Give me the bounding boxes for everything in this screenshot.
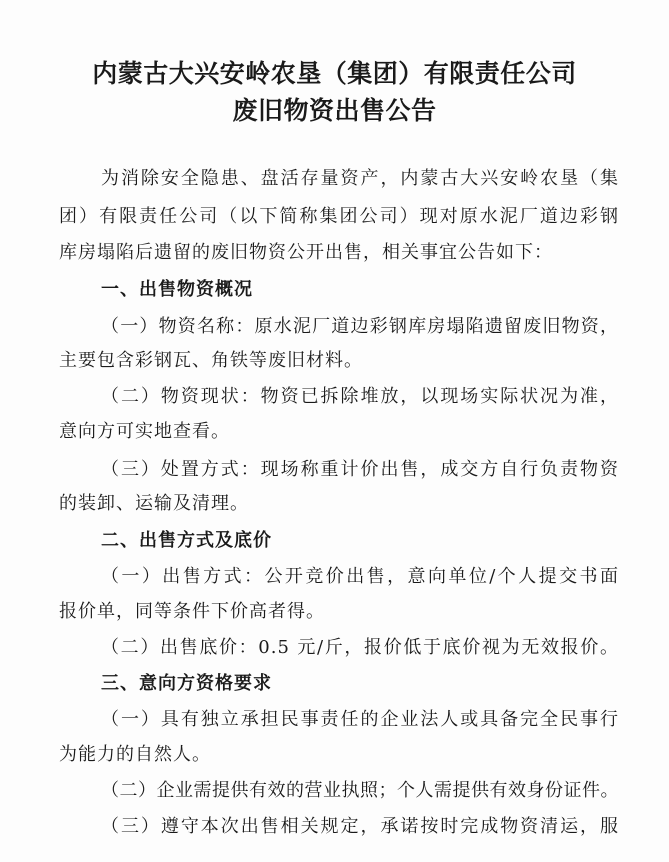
section-2-item-2-line-1: （二）出售底价：0.5 元/斤，报价低于底价视为无效报价。 [101,637,619,658]
section-3-item-2-line-1: （二）企业需提供有效的营业执照；个人需提供有效身份证件。 [101,780,619,801]
section-1-item-2-line-1: （二）物资现状：物资已拆除堆放，以现场实际状况为准， [101,386,619,407]
intro-line-3: 库房塌陷后遗留的废旧物资公开出售，相关事宜公告如下： [59,242,553,263]
intro-line-1: 为消除安全隐患、盘活存量资产，内蒙古大兴安岭农垦（集 [101,168,619,189]
document-title-line-2: 废旧物资出售公告 [232,96,437,125]
section-2-heading: 二、出售方式及底价 [101,530,272,551]
document-title-line-1: 内蒙古大兴安岭农垦（集团）有限责任公司 [92,59,577,88]
section-1-item-1-line-2: 主要包含彩钢瓦、角铁等废旧材料。 [59,350,363,371]
section-1-item-1-line-1: （一）物资名称：原水泥厂道边彩钢库房塌陷遗留废旧物资， [101,316,619,337]
section-3-heading: 三、意向方资格要求 [101,673,272,694]
section-3-item-3-line-1: （三）遵守本次出售相关规定，承诺按时完成物资清运，服 [101,816,619,837]
section-1-item-2-line-2: 意向方可实地查看。 [59,421,230,442]
section-1-item-3-line-2: 的装卸、运输及清理。 [59,493,249,514]
intro-line-2: 团）有限责任公司（以下简称集团公司）现对原水泥厂道边彩钢 [59,206,619,227]
section-3-item-1-line-2: 为能力的自然人。 [59,744,211,765]
section-1-heading: 一、出售物资概况 [101,279,253,300]
section-1-item-3-line-1: （三）处置方式：现场称重计价出售，成交方自行负责物资 [101,459,619,480]
section-3-item-1-line-1: （一）具有独立承担民事责任的企业法人或具备完全民事行 [101,709,619,730]
section-2-item-1-line-2: 报价单，同等条件下价高者得。 [59,601,325,622]
section-2-item-1-line-1: （一）出售方式：公开竞价出售，意向单位/个人提交书面 [101,566,619,587]
